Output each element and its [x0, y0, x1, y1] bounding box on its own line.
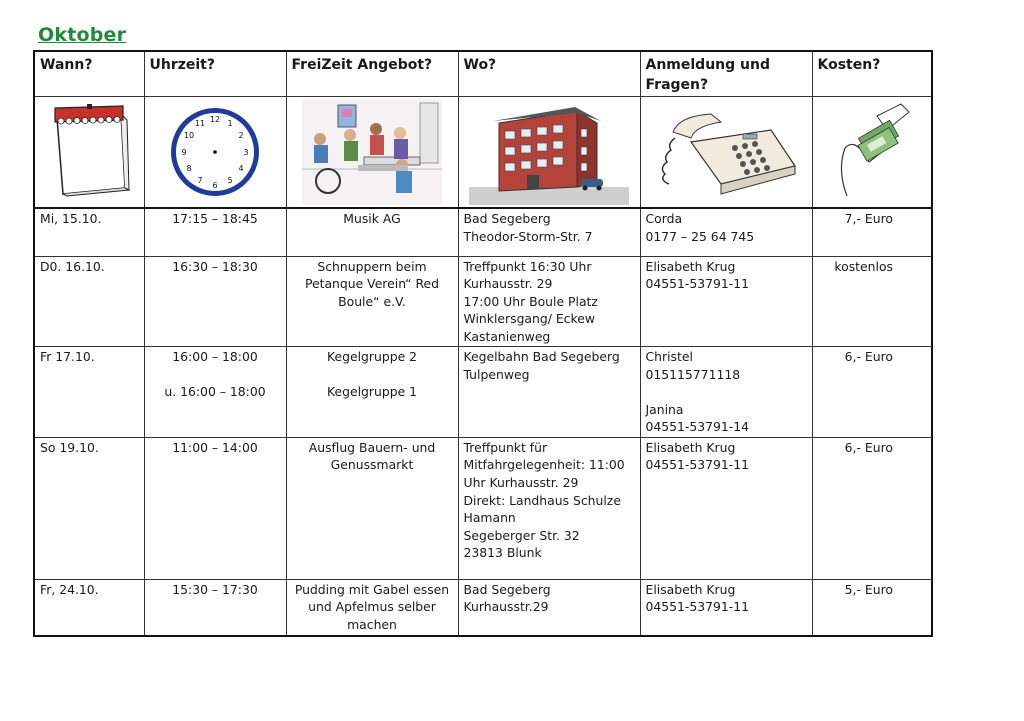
cell-line — [292, 366, 453, 383]
cell-line: 04551-53791-11 — [645, 457, 750, 473]
table-row — [34, 347, 932, 437]
cell-line: Bad Segeberg — [463, 581, 551, 597]
cell-line: Kurhausstr. 29 — [463, 276, 553, 292]
svg-text:12: 12 — [209, 115, 221, 124]
cell-line: Kurhausstr.29 — [463, 599, 549, 615]
cell-angebot — [286, 256, 458, 347]
cell-line: 04551-53791-11 — [645, 276, 750, 292]
cell-line: und Apfelmus selber — [308, 599, 436, 615]
cell-kosten: kostenlos — [812, 256, 932, 347]
cell-kosten: 6,- Euro — [812, 437, 932, 579]
cell-kosten: 5,- Euro — [812, 579, 932, 635]
cell-line: Pudding mit Gabel essen — [294, 581, 450, 597]
header-row — [34, 51, 932, 97]
cell-line: 16:00 – 18:00 — [172, 349, 258, 365]
cell-line: 15:30 – 17:30 — [172, 581, 258, 597]
svg-text:1: 1 — [227, 119, 233, 128]
header-wo: Wo? — [458, 51, 640, 97]
cell-line: Kastanienweg — [463, 328, 551, 344]
cell-line: Schnuppern beim — [317, 258, 427, 274]
money-hand-icon — [812, 97, 932, 209]
cell-wo — [458, 347, 640, 437]
cell-anmeldung — [640, 437, 812, 579]
cell-line: u. 16:00 – 18:00 — [164, 384, 266, 400]
icon-row — [34, 97, 932, 209]
cell-line: Direkt: Landhaus Schulze — [463, 492, 621, 508]
cell-line: Kegelgruppe 2 — [326, 349, 418, 365]
cell-uhrzeit — [144, 347, 286, 437]
cell-line: Treffpunkt für — [463, 439, 548, 455]
cell-line: Musik AG — [343, 211, 401, 226]
header-wann: Wann? — [34, 51, 144, 97]
cell-line: Elisabeth Krug — [645, 439, 736, 455]
svg-text:10: 10 — [183, 131, 195, 140]
table-row — [34, 579, 932, 635]
calendar-icon — [34, 97, 144, 209]
table-row — [34, 256, 932, 347]
header-anmeldung: Anmeldung und Fragen? — [640, 51, 812, 97]
leisure-group-icon — [286, 97, 458, 209]
cell-uhrzeit — [144, 208, 286, 256]
cell-line: Bad Segeberg — [463, 211, 551, 226]
cell-uhrzeit — [144, 256, 286, 347]
cell-wo — [458, 437, 640, 579]
cell-line: Kegelbahn Bad Segeberg — [463, 349, 620, 365]
cell-wann: Fr 17.10. — [34, 347, 144, 437]
cell-line: Tulpenweg — [463, 367, 530, 383]
cell-line: Corda — [645, 211, 683, 226]
cell-line: Boule“ e.V. — [338, 293, 406, 309]
cell-line: Elisabeth Krug — [645, 581, 736, 597]
cell-uhrzeit — [144, 437, 286, 579]
cell-line: 17:00 Uhr Boule Platz — [463, 293, 598, 309]
svg-text:8: 8 — [186, 164, 192, 173]
cell-angebot — [286, 579, 458, 635]
table-row — [34, 437, 932, 579]
cell-wann: Fr, 24.10. — [34, 579, 144, 635]
cell-wann: D0. 16.10. — [34, 256, 144, 347]
cell-line: Christel — [645, 349, 693, 365]
cell-kosten: 6,- Euro — [812, 347, 932, 437]
schedule-table — [33, 50, 933, 637]
svg-text:3: 3 — [243, 148, 249, 157]
telephone-icon — [640, 97, 812, 209]
svg-text:4: 4 — [238, 164, 244, 173]
cell-line: Uhr Kurhausstr. 29 — [463, 475, 579, 491]
cell-anmeldung — [640, 579, 812, 635]
cell-line: 04551-53791-11 — [645, 599, 750, 615]
cell-line: 0177 – 25 64 745 — [645, 228, 755, 244]
cell-anmeldung — [640, 256, 812, 347]
header-kosten: Kosten? — [812, 51, 932, 97]
cell-angebot — [286, 347, 458, 437]
cell-line: Theodor-Storm-Str. 7 — [463, 228, 593, 244]
cell-line: Mitfahrgelegenheit: 11:00 — [463, 457, 625, 473]
cell-wo — [458, 256, 640, 347]
svg-text:11: 11 — [194, 119, 206, 128]
cell-line: machen — [347, 617, 397, 633]
cell-angebot — [286, 208, 458, 256]
cell-line: Hamann — [463, 510, 516, 526]
cell-line: Treffpunkt 16:30 Uhr — [463, 258, 592, 274]
cell-wann: So 19.10. — [34, 437, 144, 579]
cell-line: 04551-53791-14 — [645, 419, 750, 435]
cell-line: 17:15 – 18:45 — [172, 211, 258, 226]
cell-line — [646, 384, 807, 401]
table-row — [34, 208, 932, 256]
cell-kosten: 7,- Euro — [812, 208, 932, 256]
cell-angebot — [286, 437, 458, 579]
cell-line: Ausflug Bauern- und — [308, 439, 436, 455]
cell-wo — [458, 208, 640, 256]
cell-uhrzeit — [144, 579, 286, 635]
page-title: Oktober — [38, 24, 127, 46]
svg-text:9: 9 — [181, 148, 187, 157]
cell-line — [150, 366, 281, 383]
cell-line: 23813 Blunk — [463, 545, 542, 561]
cell-line: Elisabeth Krug — [645, 258, 736, 274]
cell-line: Winklersgang/ Eckew — [463, 311, 595, 327]
cell-line: Genussmarkt — [330, 457, 414, 473]
svg-text:5: 5 — [227, 176, 233, 185]
svg-text:6: 6 — [212, 181, 218, 190]
cell-anmeldung — [640, 208, 812, 256]
cell-line: 11:00 – 14:00 — [172, 439, 258, 455]
svg-text:7: 7 — [197, 176, 203, 185]
cell-line: Segeberger Str. 32 — [463, 527, 580, 543]
header-uhrzeit: Uhrzeit? — [144, 51, 286, 97]
clock-icon — [144, 97, 286, 209]
cell-line: Janina — [645, 401, 684, 417]
cell-line: Kegelgruppe 1 — [326, 384, 418, 400]
cell-line: 16:30 – 18:30 — [172, 258, 258, 274]
svg-text:2: 2 — [238, 131, 244, 140]
building-icon — [458, 97, 640, 209]
cell-wann: Mi, 15.10. — [34, 208, 144, 256]
cell-anmeldung — [640, 347, 812, 437]
cell-line: Petanque Verein“ Red — [304, 276, 440, 292]
cell-line: 015115771118 — [645, 367, 741, 383]
cell-wo — [458, 579, 640, 635]
header-angebot: FreiZeit Angebot? — [286, 51, 458, 97]
